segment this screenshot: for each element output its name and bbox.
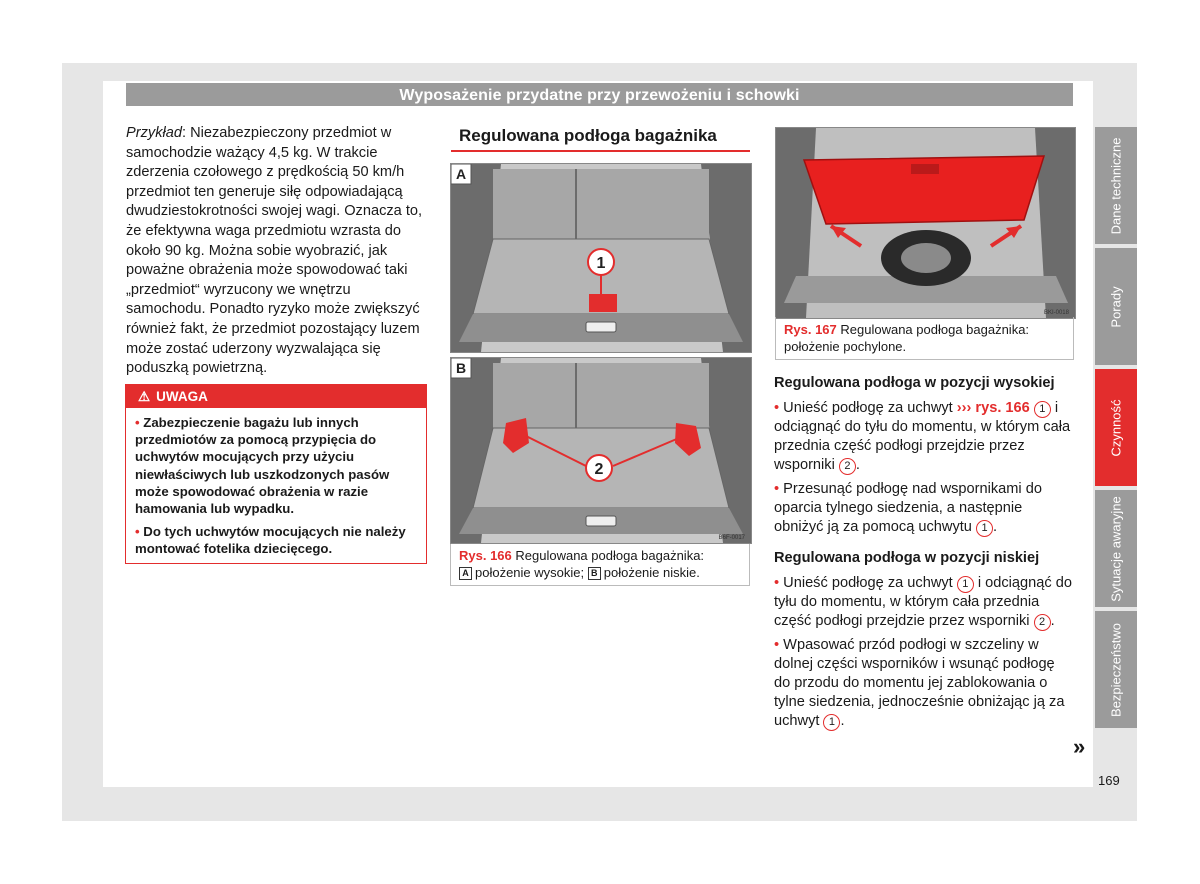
period: . xyxy=(855,457,860,473)
tab-czynnosc[interactable] xyxy=(1095,369,1137,486)
figure-label-a: A xyxy=(455,166,467,182)
callout-1-icon: 1 xyxy=(823,714,840,731)
tab-bezpieczenstwo[interactable] xyxy=(1095,611,1137,728)
period: . xyxy=(993,519,998,535)
tab-sytuacje-awaryjne[interactable] xyxy=(1095,490,1137,607)
intro-italic: Przykład xyxy=(126,125,182,141)
callout-2: 2 xyxy=(594,461,604,478)
figure-167 xyxy=(775,127,1076,319)
figure-number: Rys. 167 xyxy=(784,322,837,337)
tab-label: Czynność xyxy=(1108,398,1124,457)
bullet-icon: • xyxy=(774,481,780,497)
warning-header xyxy=(126,385,426,408)
tab-label: Dane techniczne xyxy=(1108,137,1124,234)
step-2 xyxy=(774,480,1074,537)
figure-166-caption xyxy=(450,544,750,586)
figure-code: BKI-0018 xyxy=(1043,310,1069,316)
caption-label-a: A xyxy=(459,567,472,580)
bullet-icon: • xyxy=(135,524,140,540)
caption-a-text: położenie wysokie; xyxy=(475,565,585,580)
bullet-icon: • xyxy=(135,415,140,430)
caption-label-b: B xyxy=(588,567,601,580)
warning-box xyxy=(125,384,427,564)
tab-label: Porady xyxy=(1108,285,1124,328)
section-header: Wyposażenie przydatne przy przewożeniu i schowki xyxy=(126,83,1073,106)
figure-code: B6F-0017 xyxy=(718,535,745,541)
figure-167-caption xyxy=(775,317,1074,360)
tab-dane-techniczne[interactable] xyxy=(1095,127,1137,244)
figure-number: Rys. 166 xyxy=(459,548,512,563)
step-text: i odciągnąć do tyłu do momentu, w którym cała przednia część podłogi przejdzie przez wsporniki xyxy=(774,400,1071,473)
figure-166-b xyxy=(450,357,752,544)
intro-paragraph xyxy=(126,124,424,379)
figure-166-a xyxy=(450,163,752,353)
callout-2-icon: 2 xyxy=(839,458,856,475)
callout-1: 1 xyxy=(596,255,606,272)
trunk-high-illustration xyxy=(451,164,751,352)
caption-text: Regulowana podłoga bagażnika: położenie pochylone. xyxy=(784,322,1030,354)
tab-porady[interactable] xyxy=(1095,248,1137,365)
section-title: Regulowana podłoga bagażnika xyxy=(459,126,717,145)
callout-1-icon: 1 xyxy=(976,520,993,537)
figure-label-b: B xyxy=(455,360,467,376)
bullet-icon: • xyxy=(774,400,780,416)
callout-2-icon: 2 xyxy=(1034,614,1051,631)
step-3 xyxy=(774,574,1074,631)
warning-item xyxy=(135,414,417,517)
trunk-low-illustration xyxy=(451,358,751,543)
step-text: Unieść podłogę za uchwyt xyxy=(783,400,953,416)
step-text: Wpasować przód podłogi w szczeliny w dolnej części wsporników i wsunąć podłogę do przodu do momentu jej zablokowania o tylne siedzenia, jednocześnie obniżając ją za uchwyt xyxy=(774,637,1065,729)
step-1 xyxy=(774,399,1074,475)
warning-body xyxy=(126,408,426,558)
section-title-block xyxy=(451,124,750,152)
subheading-low: Regulowana podłoga w pozycji niskiej xyxy=(774,550,1040,566)
warning-item xyxy=(135,523,417,557)
page-number: 169 xyxy=(1098,773,1120,788)
title-rule xyxy=(451,150,750,152)
step-text: i odciągnąć do tyłu do momentu, w którym cała przednia część podłogi przejdzie przez wsporniki xyxy=(774,575,1072,629)
tab-label: Bezpieczeństwo xyxy=(1108,622,1124,717)
trunk-tilted-illustration xyxy=(776,128,1075,318)
intro-text: : Niezabezpieczony przedmiot w samochodzie ważący 4,5 kg. W trakcie zderzenia czołowego z prędkością 50 km/h przedmiot ten generuje siłę odpowiadającą dwudziestokrotności swojej wagi. Oznacza to, że efektywna waga przedmiotu wzrasta do około 90 kg. Można sobie wyobrazić, jak poważne obrażenia może spowodować taki „przedmiot“ wyrzucony we wnętrzu samochodu. Ponadto ryzyko może zwiększyć również fakt, że przedmiot pozostający luzem może zostać uderzony wyzwalająca się poduszką powietrzną. xyxy=(126,125,423,377)
period: . xyxy=(1050,613,1055,629)
period: . xyxy=(840,713,845,729)
caption-b-text: położenie niskie. xyxy=(603,565,700,580)
callout-1-icon: 1 xyxy=(957,576,974,593)
instructions xyxy=(774,374,1074,736)
subheading-high: Regulowana podłoga w pozycji wysokiej xyxy=(774,375,1055,391)
warning-triangle-icon: ⚠ xyxy=(138,389,151,404)
warning-label: UWAGA xyxy=(156,389,208,404)
bullet-icon: • xyxy=(774,575,780,591)
figure-reference-link[interactable]: ››› rys. 166 xyxy=(956,400,1030,416)
continue-icon: » xyxy=(1073,734,1086,759)
warning-item-text: Do tych uchwytów mocujących nie należy montować fotelika dziecięcego. xyxy=(135,524,406,557)
caption-text: Regulowana podłoga bagażnika: xyxy=(515,548,705,563)
tab-label: Sytuacje awaryjne xyxy=(1108,495,1124,602)
step-text: Przesunąć podłogę nad wspornikami do oparcia tylnego siedzenia, a następnie obniżyć ją za pomocą uchwytu xyxy=(774,481,1042,535)
step-text: Unieść podłogę za uchwyt xyxy=(783,575,953,591)
callout-1-icon: 1 xyxy=(1034,401,1051,418)
bullet-icon: • xyxy=(774,637,780,653)
warning-item-text: Zabezpieczenie bagażu lub innych przedmiotów za pomocą przypięcia do uchwytów mocujących przy użyciu niewłaściwych lub uszkodzonych pasów może spowodować obrażenia w razie hamowania lub wypadku. xyxy=(135,415,390,517)
step-4 xyxy=(774,636,1074,731)
